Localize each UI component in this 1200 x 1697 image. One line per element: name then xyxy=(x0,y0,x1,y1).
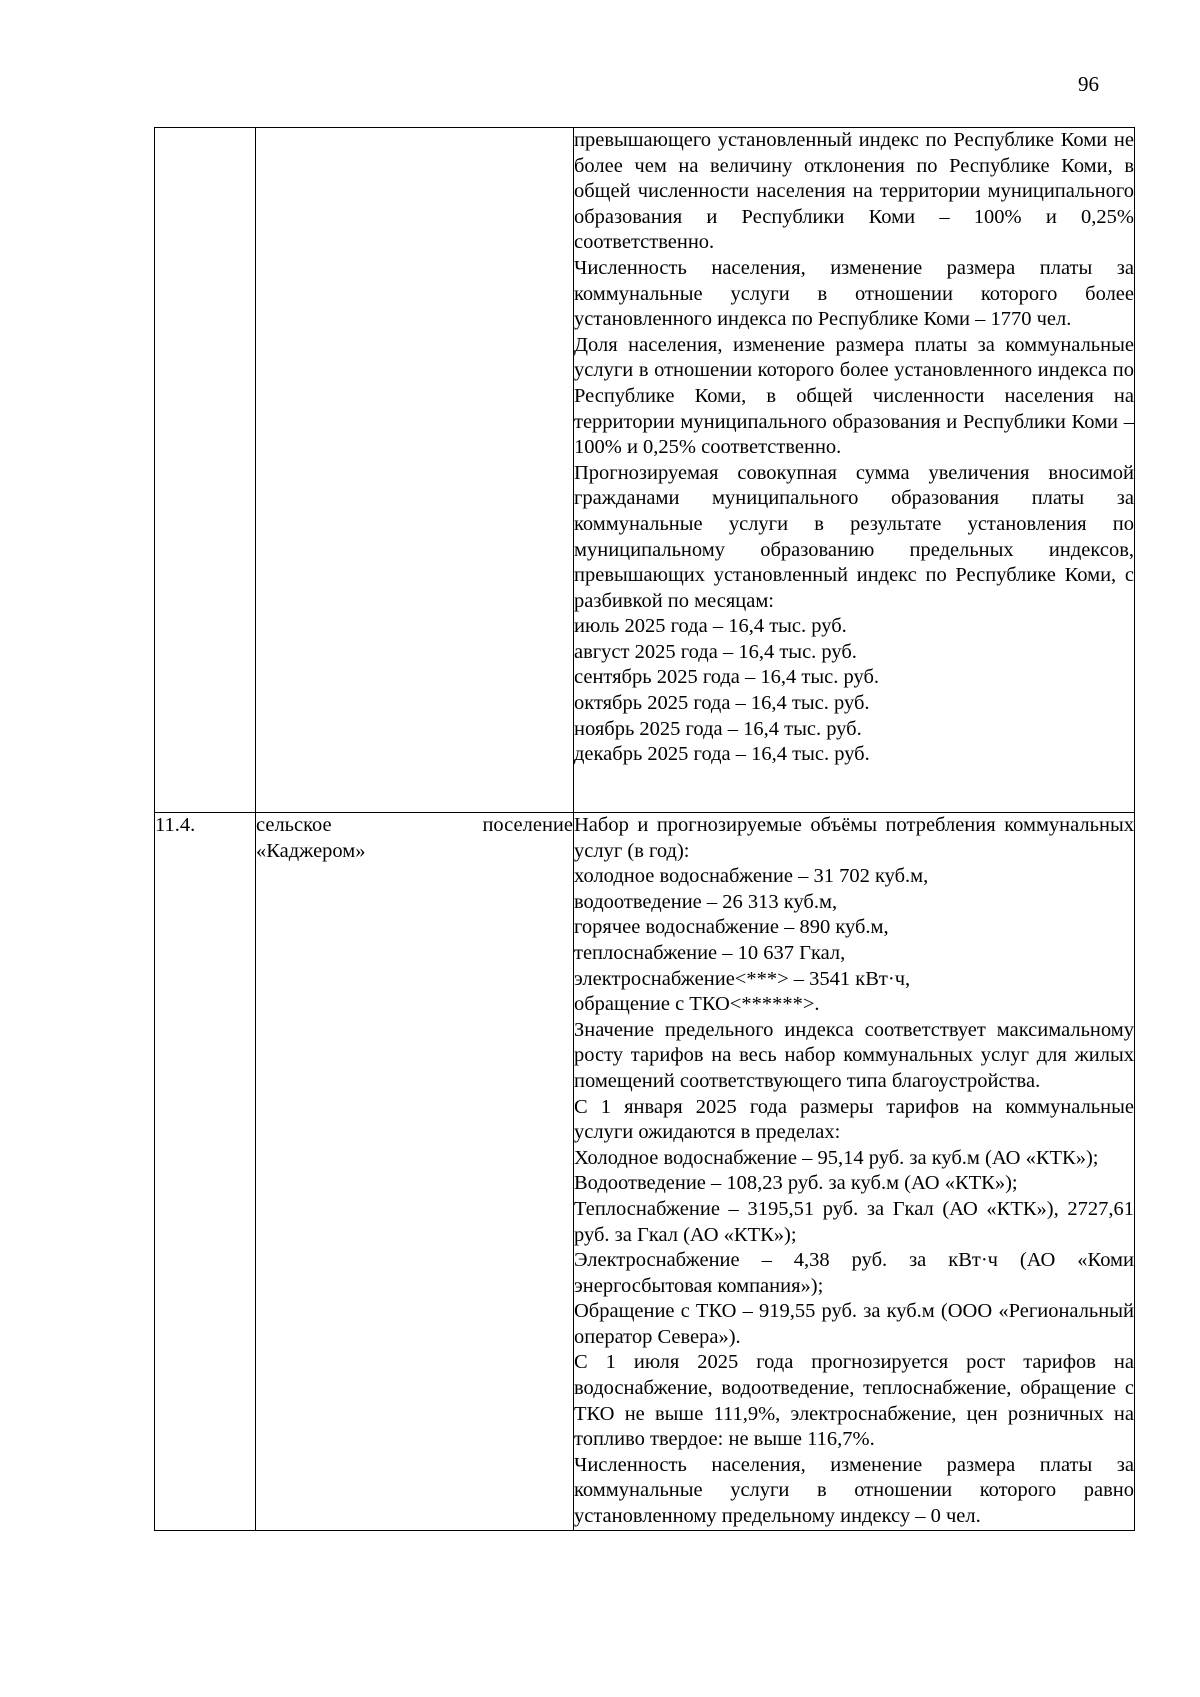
municipal-index-table xyxy=(154,127,1135,1531)
consumption-item: холодное водоснабжение – 31 702 куб.м, xyxy=(574,865,929,888)
monthly-amount-november: ноябрь 2025 года – 16,4 тыс. руб. xyxy=(574,717,862,740)
page-number: 96 xyxy=(1078,72,1099,96)
description-paragraph: Значение предельного индекса соответствует максимальному росту тарифов на весь набор коммунальных услуг для жилых помещений соответствующего типа благоустройства. xyxy=(574,1018,1134,1092)
municipality-type-word: поселение xyxy=(482,814,573,836)
row-number-cell xyxy=(155,128,256,813)
consumption-item: обращение с ТКО<******>. xyxy=(574,993,820,1016)
consumption-item: горячее водоснабжение – 890 куб.м, xyxy=(574,916,889,939)
row-number-cell xyxy=(155,813,256,1531)
description-paragraph: Доля населения, изменение размера платы за коммунальные услуги в отношении которого более установленного индекса по Республике Коми, в общей численности населения на территории муниципального образования и Республики Коми – 100% и 0,25% соответственно. xyxy=(574,333,1134,459)
consumption-item: теплоснабжение – 10 637 Гкал, xyxy=(574,941,846,964)
tariff-item: Теплоснабжение – 3195,51 руб. за Гкал (АО «КТК»), 2727,61 руб. за Гкал (АО «КТК»); xyxy=(574,1197,1134,1246)
row-description-cell xyxy=(574,813,1135,1531)
municipality-type-word: сельское xyxy=(256,814,332,836)
description-paragraph: превышающего установленный индекс по Республике Коми не более чем на величину отклонения по Республике Коми, в общей численности населения на территории муниципального образования и Республики Коми – 100% и 0,25% соответственно. xyxy=(574,129,1134,254)
monthly-amount-august: август 2025 года – 16,4 тыс. руб. xyxy=(574,640,857,663)
description-paragraph: Численность населения, изменение размера платы за коммунальные услуги в отношении которого более установленного индекса по Республике Коми – 1770 чел. xyxy=(574,256,1134,331)
description-paragraph: Прогнозируемая совокупная сумма увеличения вносимой гражданами муниципального образования платы за коммунальные услуги в результате установления по муниципальному образованию предельных индексов, превышающих установленный индекс по Республике Коми, с разбивкой по месяцам: xyxy=(574,461,1134,612)
municipality-name-cell xyxy=(256,813,574,1531)
tariff-item: Водоотведение – 108,23 руб. за куб.м (АО «КТК»); xyxy=(574,1172,1018,1195)
description-paragraph: Набор и прогнозируемые объёмы потребления коммунальных услуг (в год): xyxy=(574,814,1134,862)
description-paragraph: С 1 января 2025 года размеры тарифов на коммунальные услуги ожидаются в пределах: xyxy=(574,1095,1134,1144)
monthly-amount-september: сентябрь 2025 года – 16,4 тыс. руб. xyxy=(574,666,879,689)
consumption-item: водоотведение – 26 313 куб.м, xyxy=(574,890,838,913)
consumption-item: электроснабжение<***> – 3541 кВт·ч, xyxy=(574,967,911,990)
monthly-amount-october: октябрь 2025 года – 16,4 тыс. руб. xyxy=(574,692,870,715)
row-description-cell xyxy=(574,128,1135,813)
municipality-name: «Каджером» xyxy=(256,839,366,862)
tariff-item: Электроснабжение – 4,38 руб. за кВт·ч (АО «Коми энергосбытовая компания»); xyxy=(574,1249,1134,1297)
municipality-type xyxy=(256,813,573,839)
table-row xyxy=(155,813,1135,1531)
municipality-name-cell xyxy=(256,128,574,813)
table-row xyxy=(155,128,1135,813)
tariff-item: Холодное водоснабжение – 95,14 руб. за куб.м (АО «КТК»); xyxy=(574,1146,1099,1169)
monthly-amount-december: декабрь 2025 года – 16,4 тыс. руб. xyxy=(574,743,870,766)
description-paragraph: С 1 июля 2025 года прогнозируется рост тарифов на водоснабжение, водоотведение, теплоснабжение, обращение с ТКО не выше 111,9%, электроснабжение, цен розничных на топливо твердое: не выше 116,7%. xyxy=(574,1351,1134,1451)
tariff-item: Обращение с ТКО – 919,55 руб. за куб.м (ООО «Региональный оператор Севера»). xyxy=(574,1300,1134,1348)
monthly-amount-july: июль 2025 года – 16,4 тыс. руб. xyxy=(574,615,847,638)
row-number: 11.4. xyxy=(155,814,196,836)
description-paragraph: Численность населения, изменение размера платы за коммунальные услуги в отношении которого равно установленному предельному индексу – 0 чел. xyxy=(574,1453,1134,1528)
